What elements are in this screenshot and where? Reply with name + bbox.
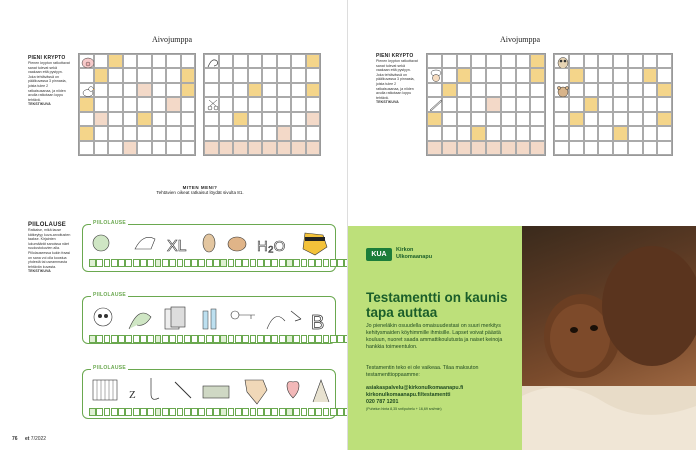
answer-slot[interactable]	[250, 335, 257, 343]
answer-slot[interactable]	[286, 408, 293, 416]
ad-phone: 020 787 1201	[366, 399, 399, 405]
lizard-icon	[129, 313, 151, 329]
answer-slot[interactable]	[279, 335, 286, 343]
answer-slot[interactable]	[271, 408, 278, 416]
answer-slot[interactable]	[198, 408, 205, 416]
answer-slot[interactable]	[118, 408, 125, 416]
answer-slot[interactable]	[147, 335, 154, 343]
answer-slot[interactable]	[323, 335, 330, 343]
answer-slot[interactable]	[228, 335, 235, 343]
piilolause-tag: PIILOLAUSE	[93, 292, 127, 298]
answers-note: Tehtävien oikeat ratkaisut löydät sivulta 81.	[156, 190, 244, 195]
answer-slot[interactable]	[111, 335, 118, 343]
hook-icon	[151, 378, 159, 399]
kua-advertisement	[348, 226, 696, 450]
answer-slot[interactable]	[315, 259, 322, 267]
svg-text:XL: XL	[167, 238, 187, 255]
skull-icon	[94, 308, 112, 326]
svg-text:B: B	[311, 312, 325, 334]
answer-slot[interactable]	[242, 408, 249, 416]
ad-body: Jo pieneläkin osuudella omaisuudestasi on suuri merkitys kehitysmaiden köyhimmille ihmisille. Lapset voivat päästä kouluun, nuoret saada ammattikoulutusta ja naiset keinoja hankkia toimeentulon.	[366, 323, 503, 350]
bird-icon	[135, 237, 155, 249]
answer-slot[interactable]	[118, 259, 125, 267]
kua-logo: KUA	[366, 248, 392, 261]
grid-cell[interactable]	[554, 54, 569, 68]
answer-slot[interactable]	[242, 259, 249, 267]
krypto-credit: TEKSTIKUVA	[376, 100, 399, 105]
miten-meni-heading: MITEN MENI?	[182, 185, 218, 190]
answer-slot[interactable]	[330, 335, 337, 343]
answer-slot[interactable]	[308, 408, 315, 416]
answer-slot[interactable]	[323, 408, 330, 416]
grid-cell[interactable]	[79, 83, 94, 97]
answer-slot[interactable]	[213, 408, 220, 416]
issue-number: 7/2022	[30, 436, 47, 442]
answer-slot[interactable]	[155, 259, 162, 267]
answer-slot[interactable]	[206, 408, 213, 416]
answer-slot[interactable]	[169, 408, 176, 416]
ad-text-panel	[348, 226, 522, 450]
answer-slot[interactable]	[323, 259, 330, 267]
answer-slot[interactable]	[96, 259, 103, 267]
piilolause-description: Ratkaise, mikä lause kätkeytyy kuva-arvoitusten taakse. Kirjainten lukumäärät sanoissa näet ruudustokuvien alla. Piilolauseessa kukin fraasi on sana voi olla koostua yhdestä tai useammasta tehtävän kuvasta.	[28, 228, 71, 269]
ad-title: Testamentti on kaunis tapa auttaa	[366, 290, 508, 320]
h2o-icon	[257, 238, 285, 255]
answer-slot[interactable]	[155, 408, 162, 416]
krypto-info-left	[28, 55, 70, 107]
answer-slot[interactable]	[133, 408, 140, 416]
answer-slot[interactable]	[228, 408, 235, 416]
answer-slot[interactable]	[301, 408, 308, 416]
answer-slot[interactable]	[96, 335, 103, 343]
ad-phone-note: (Puhelun hinta 8,35 snt/puhelu + 16,69 snt/min)	[366, 407, 442, 411]
answer-slot[interactable]	[111, 259, 118, 267]
photo-shapes	[522, 226, 696, 450]
right-page-header: Aivojumppa	[500, 35, 540, 44]
answer-slot[interactable]	[125, 259, 132, 267]
answer-slot[interactable]	[125, 335, 132, 343]
answer-slot[interactable]	[337, 408, 344, 416]
answer-slot[interactable]	[286, 335, 293, 343]
mother-and-baby-photo	[522, 226, 696, 450]
answer-slot[interactable]	[264, 259, 271, 267]
arrow-icon	[291, 311, 301, 321]
bottles-icon	[203, 309, 216, 329]
answer-slot[interactable]	[301, 335, 308, 343]
answer-slot[interactable]	[213, 335, 220, 343]
answer-slot[interactable]	[89, 259, 96, 267]
answer-slot[interactable]	[330, 408, 337, 416]
answer-slot[interactable]	[133, 335, 140, 343]
answer-slot[interactable]	[330, 259, 337, 267]
krypto-description: Pienen krypton ratkottavat sanat tulevat sekä vaakaan että pystyyn. Joka tehtävässä on päälkuvassa 3 pinnasta, joista tulee 2 ratkaisusanaa, ja niiden avulla ratkotaan loppu tehtävä.	[28, 61, 70, 102]
answer-slot[interactable]	[89, 408, 96, 416]
ad-email-link[interactable]: asiakaspalvelu@kirkonulkomaanapu.fi	[366, 385, 464, 391]
road-icon	[313, 380, 329, 402]
answer-slot[interactable]	[198, 335, 205, 343]
frog-icon	[93, 235, 109, 251]
answer-slot[interactable]	[111, 408, 118, 416]
piilolause-heading: PIILOLAUSE	[28, 222, 67, 228]
answer-slot[interactable]	[104, 259, 111, 267]
answer-slot[interactable]	[162, 335, 169, 343]
grid-cell[interactable]	[427, 68, 442, 82]
pinecone-icon	[203, 234, 215, 252]
answer-slot[interactable]	[271, 259, 278, 267]
ad-contact-intro: Testamentin teko ei ole vaikeaa. Tilaa maksuton testamenttioppaamme:	[366, 365, 479, 378]
answer-slot[interactable]	[235, 335, 242, 343]
answer-slot[interactable]	[147, 259, 154, 267]
krypto-grid-1[interactable]	[78, 53, 196, 156]
left-page-header: Aivojumppa	[152, 35, 192, 44]
answer-slot[interactable]	[337, 259, 344, 267]
answer-slot[interactable]	[198, 259, 205, 267]
heart-icon	[287, 382, 299, 399]
cards-icon	[165, 307, 185, 329]
answer-slot[interactable]	[89, 335, 96, 343]
letters-icon	[129, 389, 136, 401]
answer-slot[interactable]	[140, 259, 147, 267]
answer-slot[interactable]	[315, 335, 322, 343]
puzzle-pictures-2	[85, 301, 333, 335]
answer-slot[interactable]	[235, 259, 242, 267]
answer-slot[interactable]	[169, 259, 176, 267]
krypto-description: Pienen krypton ratkottavat sanat tulevat sekä vaakaan että pystyyn. Joka tehtävässä on päälkuvassa 3 pinnasta, joista tulee 2 ratkaisusanaa, ja niiden avulla ratkotaan loppu tehtävä.	[376, 59, 418, 100]
answer-slot[interactable]	[191, 335, 198, 343]
answer-slot[interactable]	[293, 335, 300, 343]
answer-slot[interactable]	[257, 335, 264, 343]
krypto-credit: TEKSTIKUVA	[28, 102, 51, 107]
magazine-name: et	[24, 436, 30, 442]
answer-slot[interactable]	[177, 408, 184, 416]
answer-slot[interactable]	[191, 259, 198, 267]
toe-icon	[267, 317, 285, 330]
radiator-icon	[93, 380, 117, 400]
svg-text:Z: Z	[129, 389, 136, 401]
answer-slot[interactable]	[184, 335, 191, 343]
germany-map-icon	[303, 233, 327, 255]
krypto-grid-3[interactable]	[426, 53, 546, 156]
answer-slot[interactable]	[162, 259, 169, 267]
answer-slot[interactable]	[271, 335, 278, 343]
answer-slot[interactable]	[140, 335, 147, 343]
answer-slot[interactable]	[308, 335, 315, 343]
grid-cell[interactable]	[554, 83, 569, 97]
kua-brand-name	[396, 247, 432, 260]
answer-slot[interactable]	[286, 259, 293, 267]
answer-slot[interactable]	[235, 408, 242, 416]
answer-slot[interactable]	[177, 259, 184, 267]
answer-slot[interactable]	[140, 408, 147, 416]
grid-cell[interactable]	[79, 54, 94, 68]
answer-slot[interactable]	[257, 259, 264, 267]
krypto-heading: PIENI KRYPTO	[28, 55, 66, 61]
puzzle-pictures-1	[85, 229, 333, 257]
piilolause-box-1	[82, 220, 336, 272]
answer-slot[interactable]	[250, 408, 257, 416]
answer-slot[interactable]	[104, 408, 111, 416]
book-icon	[203, 386, 229, 398]
answer-slot[interactable]	[133, 259, 140, 267]
africa-map-icon	[245, 380, 267, 404]
xl-icon	[167, 238, 187, 255]
grid-cell[interactable]	[427, 97, 442, 111]
svg-text:H₂O: H₂O	[257, 238, 286, 255]
grid-cell[interactable]	[204, 97, 219, 111]
puzzle-pictures-3	[85, 374, 333, 406]
answer-slot[interactable]	[301, 259, 308, 267]
answer-slot[interactable]	[264, 335, 271, 343]
piilolause-credit: TEKSTIKUVA	[28, 269, 51, 274]
potato-icon	[228, 237, 246, 251]
tool-icon	[175, 382, 191, 398]
krypto-heading: PIENI KRYPTO	[376, 53, 414, 59]
answer-slot[interactable]	[125, 408, 132, 416]
answer-slot[interactable]	[315, 408, 322, 416]
key-icon	[231, 311, 255, 319]
left-footer	[12, 436, 46, 442]
answer-slot[interactable]	[213, 259, 220, 267]
answer-slot[interactable]	[104, 335, 111, 343]
answer-slot[interactable]	[206, 335, 213, 343]
answer-slot[interactable]	[118, 335, 125, 343]
piilolause-box-2	[82, 292, 336, 344]
answer-slot[interactable]	[220, 335, 227, 343]
piilolause-tag: PIILOLAUSE	[93, 220, 127, 226]
answer-slot[interactable]	[96, 408, 103, 416]
answer-slot[interactable]	[169, 335, 176, 343]
answer-slot[interactable]	[308, 259, 315, 267]
answer-slot[interactable]	[293, 408, 300, 416]
answer-slot[interactable]	[206, 259, 213, 267]
ad-url-link[interactable]: kirkonulkomaanapu.fi/testamentti	[366, 392, 451, 398]
answers-block	[60, 185, 340, 195]
piilolause-tag: PIILOLAUSE	[93, 365, 127, 371]
piilolause-box-3	[82, 365, 336, 419]
brand-line-2: Ulkomaanapu	[396, 253, 433, 260]
answer-slot[interactable]	[191, 408, 198, 416]
answer-slot[interactable]	[147, 408, 154, 416]
answer-slot[interactable]	[155, 335, 162, 343]
answer-slot[interactable]	[220, 259, 227, 267]
answer-slot[interactable]	[184, 408, 191, 416]
answer-slot[interactable]	[228, 259, 235, 267]
answer-slot[interactable]	[337, 335, 344, 343]
answer-slot[interactable]	[184, 259, 191, 267]
answer-slot[interactable]	[220, 408, 227, 416]
b-icon	[311, 312, 324, 334]
answer-slot[interactable]	[177, 335, 184, 343]
grid-cell[interactable]	[204, 54, 219, 68]
answer-slot[interactable]	[257, 408, 264, 416]
answer-slot[interactable]	[250, 259, 257, 267]
answer-slot[interactable]	[264, 408, 271, 416]
krypto-grid-4[interactable]	[553, 53, 673, 156]
krypto-grid-2[interactable]	[203, 53, 321, 156]
answer-slot[interactable]	[279, 408, 286, 416]
krypto-info-right	[376, 53, 418, 105]
brand-line-1: Kirkon	[396, 247, 414, 253]
answer-slot[interactable]	[279, 259, 286, 267]
answer-slot[interactable]	[162, 408, 169, 416]
page-number: 76	[12, 436, 18, 442]
piilolause-info	[28, 222, 72, 274]
answer-slot[interactable]	[293, 259, 300, 267]
answer-slot[interactable]	[242, 335, 249, 343]
